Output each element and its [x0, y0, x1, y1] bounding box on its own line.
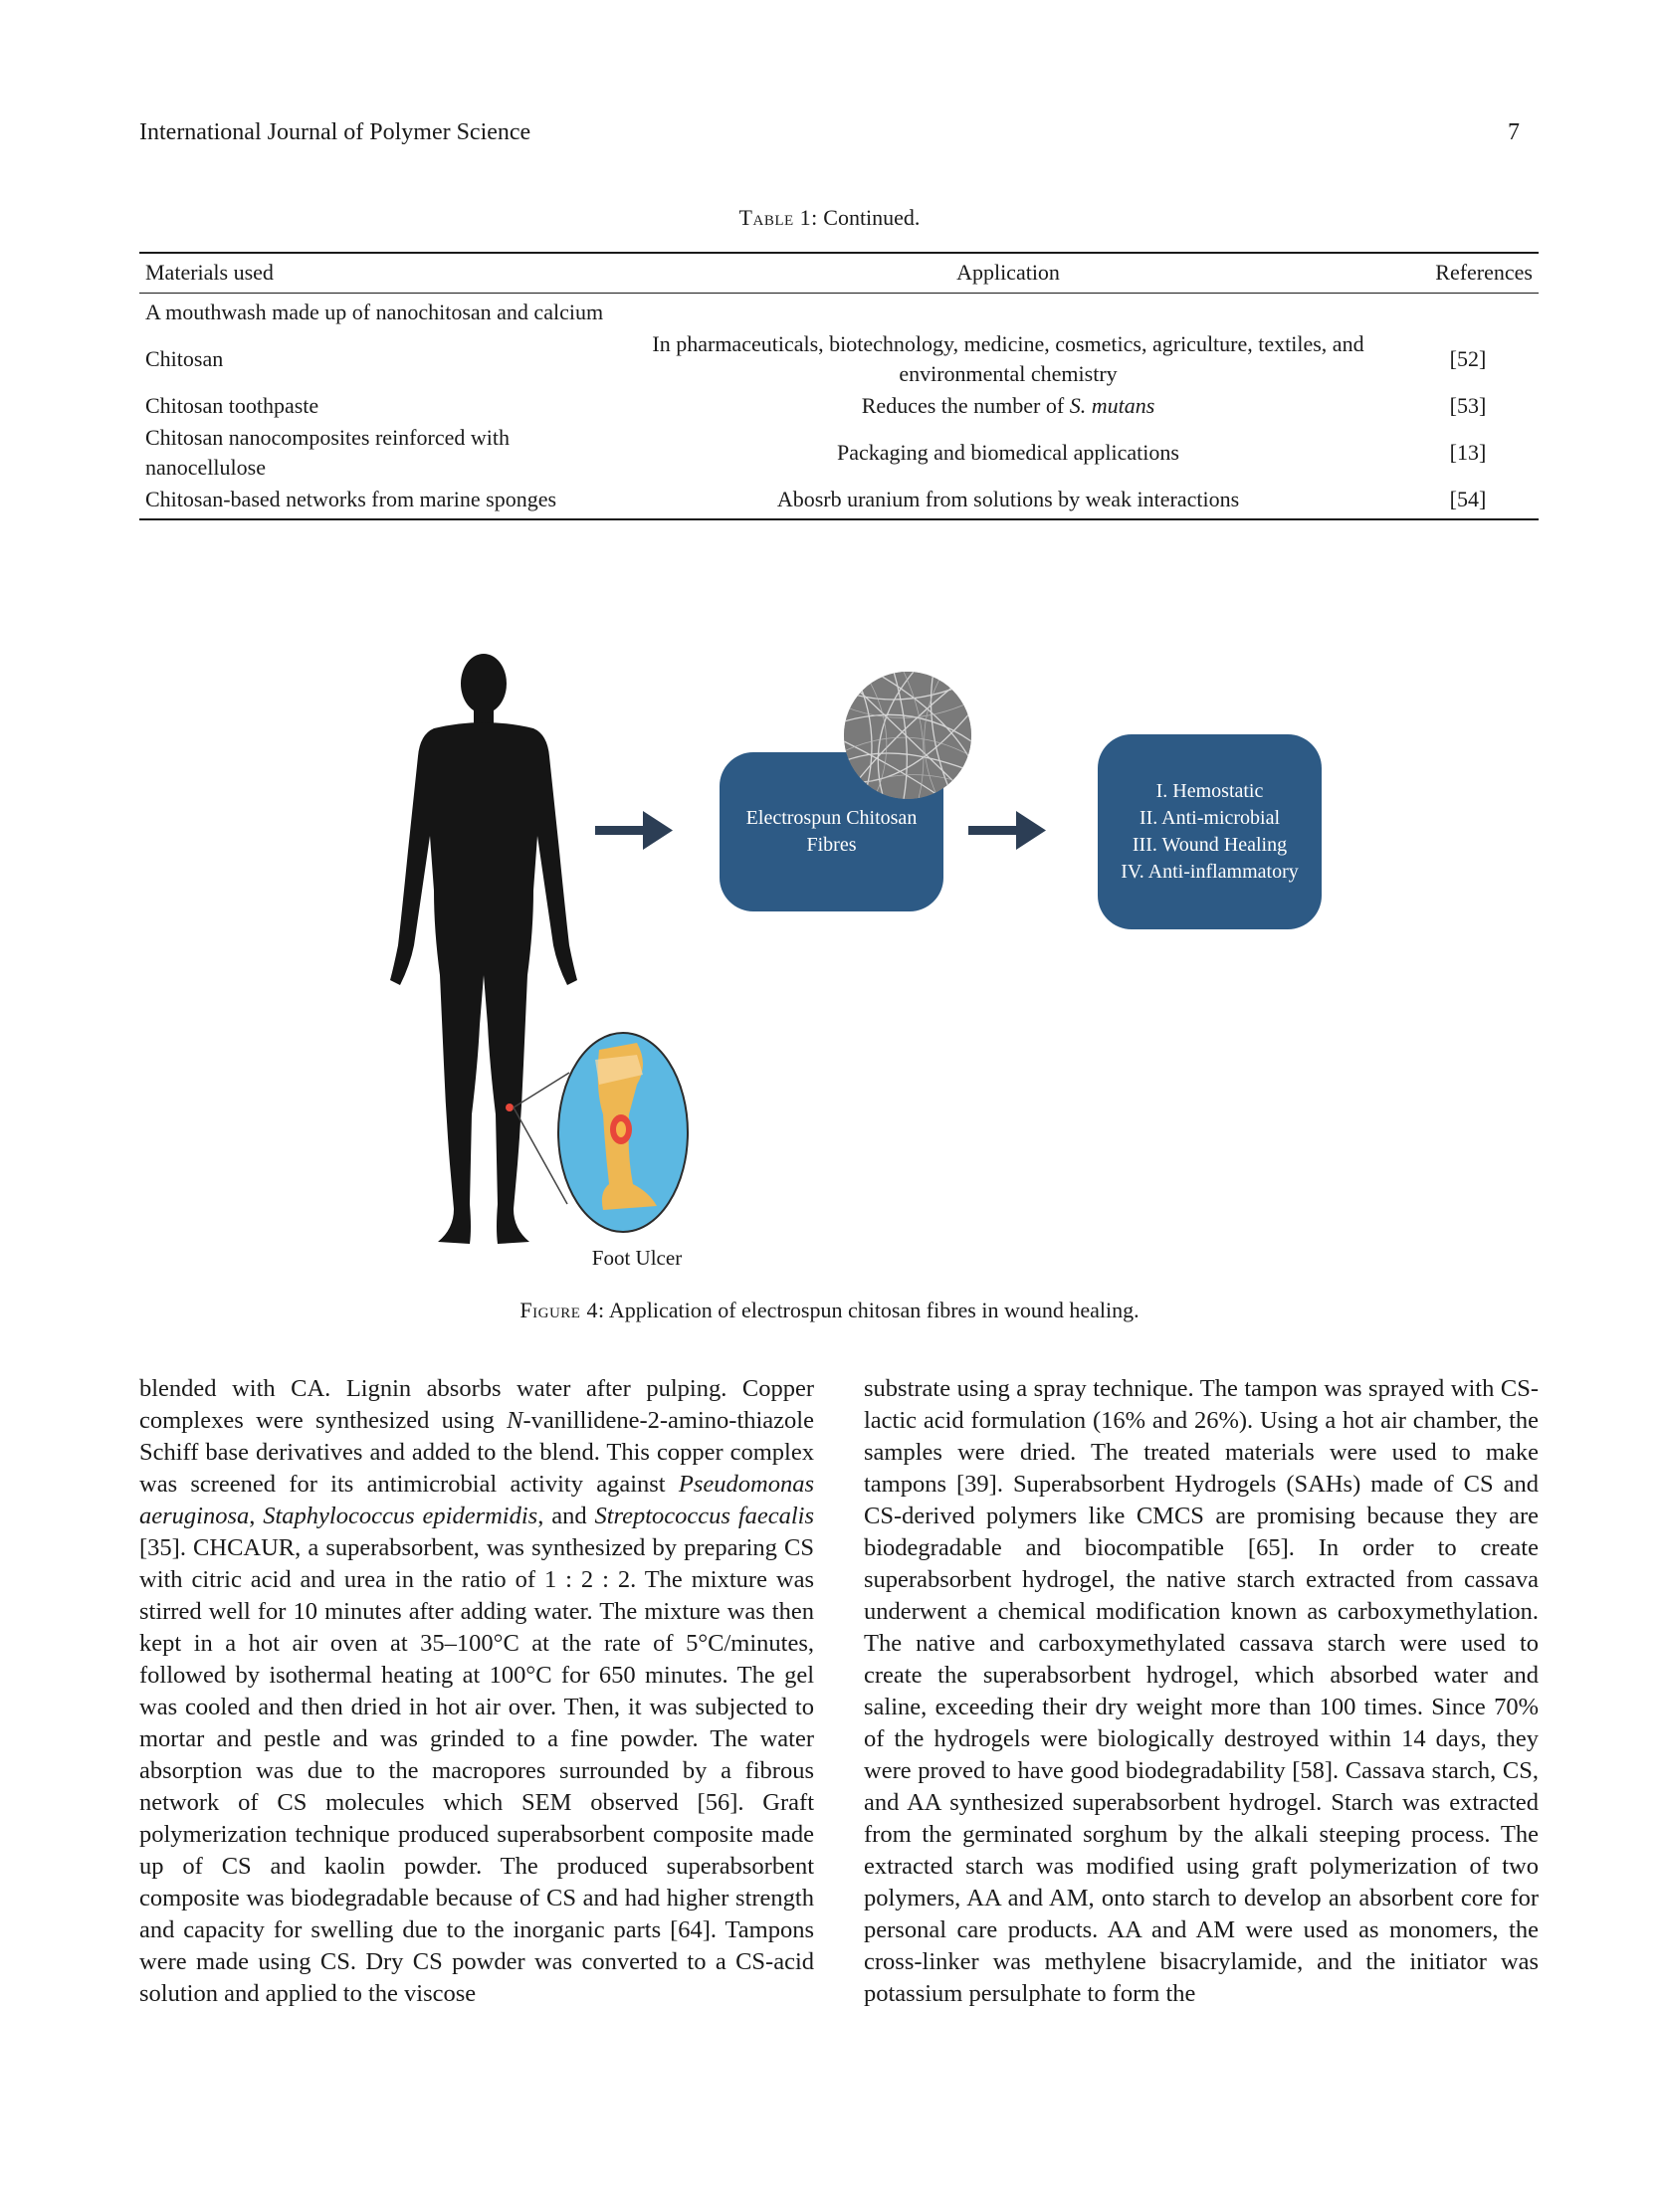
italic-run: N	[507, 1407, 523, 1434]
fibres-label-line: Electrospun Chitosan	[745, 807, 918, 829]
body-column-right	[864, 1373, 1539, 2010]
journal-title: International Journal of Polymer Science	[139, 119, 531, 145]
figure-4	[338, 647, 1334, 1284]
application-item: I. Hemostatic	[1155, 780, 1264, 802]
table-row	[139, 422, 1539, 484]
table-row	[139, 390, 1539, 422]
cell-material: Chitosan nanocomposites reinforced with nanocellulose	[145, 425, 510, 480]
foot-ulcer-label: Foot Ulcer	[591, 1246, 683, 1270]
applications-box	[1098, 734, 1322, 929]
species-name: Staphylococcus epidermidis	[263, 1503, 538, 1529]
figure-caption-text: Application of electrospun chitosan fibres in wound healing.	[604, 1298, 1140, 1322]
application-item: IV. Anti-inflammatory	[1121, 861, 1299, 883]
arrow-right-icon	[968, 811, 1046, 850]
human-silhouette	[390, 654, 577, 1244]
species-name: Streptococcus faecalis	[594, 1503, 815, 1529]
application-item: II. Anti-microbial	[1139, 807, 1281, 829]
text-run: , and	[537, 1503, 595, 1529]
table-caption-label: Table 1:	[738, 205, 818, 230]
application-text: Reduces the number of	[861, 393, 1070, 418]
materials-table	[139, 252, 1539, 520]
cell-application: In pharmaceuticals, biotechnology, medicine, cosmetics, agriculture, textiles, and environmental chemistry	[652, 331, 1364, 386]
figure-caption-label: Figure 4:	[519, 1298, 605, 1322]
text-run: ,	[249, 1503, 264, 1529]
species-name: Pseudomonas aeruginosa	[139, 1471, 814, 1529]
body-column-left	[139, 1373, 814, 2010]
column-header-materials: Materials used	[139, 253, 619, 294]
table-caption-text: Continued.	[817, 205, 921, 230]
cell-application	[619, 294, 1397, 329]
application-item: III. Wound Healing	[1132, 834, 1288, 856]
cell-reference: [13]	[1449, 440, 1487, 465]
cell-material: A mouthwash made up of nanochitosan and calcium	[145, 300, 604, 324]
table-caption	[0, 205, 1659, 231]
table-row	[139, 328, 1539, 390]
table-row	[139, 294, 1539, 329]
cell-reference	[1397, 294, 1539, 329]
cell-material: Chitosan toothpaste	[145, 393, 319, 418]
paragraph	[139, 1373, 814, 2010]
table-row	[139, 484, 1539, 519]
cell-application	[619, 390, 1397, 422]
fibre-texture	[844, 672, 971, 799]
cell-reference: [52]	[1449, 346, 1487, 371]
ulcer-spot	[506, 1104, 514, 1111]
paragraph: substrate using a spray technique. The tampon was sprayed with CS-lactic acid formulation (16% and 26%). Using a hot air chamber, the samples were dried. The treated materials were used to make tampons [39]. Superabsorbent Hydrogels (SAHs) made of CS and CS-derived polymers like CMCS are promising because they are biodegradable and biocompatible [65]. In order to create superabsorbent hydrogel, the native starch extracted from cassava underwent a chemical modification known as carboxymethylation. The native and carboxymethylated cassava starch were used to create the superabsorbent hydrogel, which absorbed water and saline, exceeding their dry weight more than 100 times. Since 70% of the hydrogels were biologically destroyed within 14 days, they were proved to have good biodegradability [58]. Cassava starch, CS, and AA synthesized superabsorbent hydrogel. Starch was extracted from the germinated sorghum by the alkali steeping process. The extracted starch was modified using graft polymerization of two polymers, AA and AM, onto starch to develop an absorbent core for personal care products. AA and AM were used as monomers, the cross-linker was methylene bisacrylamide, and the initiator was potassium persulphate to form the	[864, 1375, 1539, 2007]
text-run: blended with CA. Lignin absorbs water after pulping. Copper complexes were synthesized using	[139, 1375, 814, 1434]
text-run: -vanillidene-2-amino-thiazole Schiff base derivatives and added to the blend. This copper complex was screened for its antimicrobial activity against	[139, 1407, 814, 1498]
figure-caption	[0, 1298, 1659, 1323]
column-header-references: References	[1397, 253, 1539, 294]
page-number: 7	[1508, 119, 1520, 145]
cell-reference: [54]	[1397, 484, 1539, 519]
text-run: [35]. CHCAUR, a superabsorbent, was synthesized by preparing CS with citric acid and urea in the ratio of 1 : 2 : 2. The mixture was stirred well for 10 minutes after adding water. The mixture was then kept in a hot air oven at 35–100°C at the rate of 5°C/minutes, followed by isothermal heating at 100°C for 650 minutes. The gel was cooled and then dried in hot air over. Then, it was subjected to mortar and pestle and was grinded to a fine powder. The water absorption was due to the macropores surrounded by a fibrous network of CS molecules which SEM observed [56]. Graft polymerization technique produced superabsorbent composite made up of CS and kaolin powder. The produced superabsorbent composite was biodegradable because of CS and had higher strength and capacity for swelling due to the inorganic parts [64]. Tampons were made using CS. Dry CS powder was converted to a CS-acid solution and applied to the viscose	[139, 1534, 814, 2007]
arrow-right-icon	[595, 811, 673, 850]
cell-material: Chitosan-based networks from marine sponges	[139, 484, 619, 519]
species-name: S. mutans	[1069, 393, 1155, 418]
fibre-micrograph	[844, 672, 971, 799]
cell-application: Abosrb uranium from solutions by weak interactions	[619, 484, 1397, 519]
fibres-label-line: Fibres	[806, 834, 857, 856]
cell-application: Packaging and biomedical applications	[837, 440, 1179, 465]
foot-ulcer-inset	[558, 1033, 688, 1232]
cell-material: Chitosan	[145, 346, 224, 371]
cell-reference: [53]	[1449, 393, 1487, 418]
table-header-row	[139, 253, 1539, 294]
running-header	[139, 119, 1520, 146]
column-header-application: Application	[619, 253, 1397, 294]
